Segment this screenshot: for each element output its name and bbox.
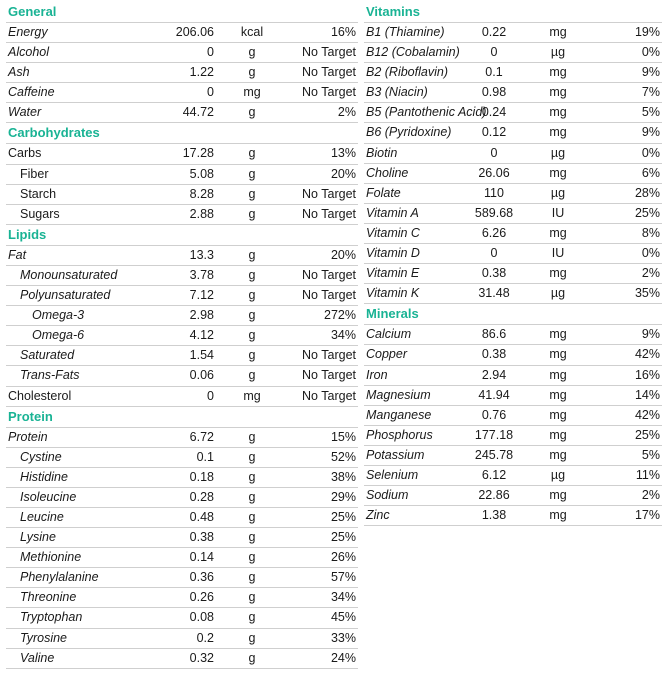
nutrient-name: Fiber <box>20 166 49 181</box>
nutrient-amount: 177.18 <box>474 427 514 442</box>
nutrient-unit: g <box>248 166 256 181</box>
nutrient-amount: 13.3 <box>189 247 214 262</box>
nutrient-name: Phosphorus <box>366 427 433 442</box>
nutrient-row-trans-fats <box>6 366 358 386</box>
nutrient-name: Ash <box>8 65 30 80</box>
nutrient-amount: 6.12 <box>481 467 507 482</box>
nutrient-row-selenium <box>364 466 662 486</box>
nutrient-target: 45% <box>330 610 356 625</box>
nutrient-unit: g <box>248 509 256 524</box>
nutrient-name: Monounsaturated <box>20 267 118 282</box>
nutrient-row-manganese <box>364 406 662 426</box>
nutrient-row-phenylalanine <box>6 568 358 588</box>
nutrient-target: No Target <box>302 267 356 282</box>
nutrient-amount: 4.12 <box>189 328 214 343</box>
nutrient-unit: g <box>248 328 256 343</box>
nutrient-amount: 6.26 <box>481 225 507 240</box>
nutrient-amount: 8.28 <box>189 186 214 201</box>
nutrient-name: Cholesterol <box>8 388 72 403</box>
section-header-vitamins: Vitamins <box>364 2 662 23</box>
nutrient-unit: mg <box>549 85 567 100</box>
nutrient-amount: 2.98 <box>189 308 214 323</box>
nutrient-target: 11% <box>635 467 660 482</box>
nutrient-target: 20% <box>330 166 356 181</box>
nutrient-amount: 0 <box>207 388 214 403</box>
nutrient-row-tryptophan <box>6 608 358 628</box>
nutrient-name: Selenium <box>366 467 419 482</box>
nutrient-target: 19% <box>634 25 660 39</box>
nutrient-name: Calcium <box>366 327 412 342</box>
nutrient-amount: 7.12 <box>189 288 214 303</box>
section-header-general: General <box>6 2 358 23</box>
nutrient-unit: g <box>248 146 256 161</box>
nutrient-row-energy <box>6 23 358 43</box>
nutrient-unit: g <box>248 267 256 282</box>
nutrient-amount: 0.48 <box>189 509 214 524</box>
nutrient-target: 33% <box>330 630 356 645</box>
nutrient-target: 57% <box>330 570 356 585</box>
nutrient-amount: 44.72 <box>182 105 214 120</box>
nutrient-amount: 0.98 <box>481 85 507 100</box>
nutrient-name: Alcohol <box>8 45 49 60</box>
nutrient-target: 20% <box>330 247 356 262</box>
nutrient-name: Sodium <box>366 488 409 503</box>
nutrient-name: Cystine <box>20 449 62 464</box>
nutrient-amount: 0 <box>207 85 214 100</box>
nutrient-target: 35% <box>634 286 660 301</box>
nutrient-unit: g <box>248 550 256 565</box>
nutrient-amount: 0.2 <box>196 630 214 645</box>
nutrient-name: Isoleucine <box>20 489 77 504</box>
nutrient-unit: g <box>248 348 256 363</box>
nutrient-target: No Target <box>302 388 356 403</box>
nutrient-row-protein <box>6 428 358 448</box>
nutrient-target: 34% <box>330 328 356 343</box>
nutrient-name: Energy <box>8 25 48 39</box>
nutrient-amount: 0.18 <box>189 469 214 484</box>
nutrient-amount: 0 <box>490 45 498 60</box>
nutrient-target: 6% <box>641 165 660 180</box>
nutrient-amount: 26.06 <box>478 165 510 180</box>
nutrient-amount: 2.94 <box>481 367 507 382</box>
nutrient-row-biotin <box>364 144 662 164</box>
nutrient-unit: g <box>248 105 256 120</box>
nutrient-name: Zinc <box>366 508 390 523</box>
nutrient-name: B3 (Niacin) <box>366 85 428 100</box>
nutrient-name: Omega-6 <box>32 328 85 343</box>
nutrient-row-tyrosine <box>6 629 358 649</box>
nutrient-row-vitamin-a <box>364 204 662 224</box>
left-nutrient-column <box>6 2 358 669</box>
nutrient-target: 5% <box>641 447 660 462</box>
nutrient-name: Trans-Fats <box>20 368 80 383</box>
nutrient-row-alcohol <box>6 43 358 63</box>
nutrient-unit: g <box>248 650 256 665</box>
nutrient-unit: mg <box>549 488 567 503</box>
nutrient-unit: mg <box>549 347 567 362</box>
nutrient-row-isoleucine <box>6 488 358 508</box>
nutrient-target: 17% <box>634 508 660 523</box>
nutrient-amount: 0.26 <box>189 590 214 605</box>
nutrient-name: Methionine <box>20 550 82 565</box>
nutrient-name: Saturated <box>20 348 75 363</box>
nutrient-amount: 1.38 <box>481 508 507 523</box>
nutrient-amount: 1.22 <box>189 65 214 80</box>
nutrient-unit: µg <box>550 185 566 200</box>
nutrient-name: Lysine <box>20 530 56 545</box>
nutrient-row-b1-thiamine <box>364 23 662 43</box>
nutrient-name: Vitamin C <box>366 225 420 240</box>
nutrient-target: 16% <box>634 367 660 382</box>
nutrient-target: No Target <box>302 186 356 201</box>
nutrient-name: Fat <box>8 247 27 262</box>
nutrient-name: Phenylalanine <box>20 570 99 585</box>
nutrient-name: Magnesium <box>366 387 431 402</box>
nutrient-target: 15% <box>330 429 356 444</box>
nutrient-name: Choline <box>366 165 409 180</box>
nutrient-amount: 0.1 <box>485 65 503 80</box>
nutrient-row-b5-pantothenic-acid <box>364 103 662 123</box>
nutrient-amount: 0.24 <box>481 105 507 120</box>
nutrient-name: B1 (Thiamine) <box>366 25 445 39</box>
nutrient-target: 14% <box>634 387 660 402</box>
nutrient-row-vitamin-e <box>364 264 662 284</box>
nutrient-row-omega-6 <box>6 326 358 346</box>
nutrient-target: 25% <box>330 509 356 524</box>
nutrient-amount: 0.38 <box>481 347 507 362</box>
nutrient-unit: mg <box>549 427 567 442</box>
nutrient-target: 272% <box>324 308 356 323</box>
nutrient-amount: 0.28 <box>189 489 214 504</box>
nutrient-unit: µg <box>550 145 566 160</box>
nutrient-row-omega-3 <box>6 306 358 326</box>
nutrient-target: 13% <box>330 146 356 161</box>
nutrient-target: 2% <box>641 488 660 503</box>
nutrient-target: No Target <box>302 65 356 80</box>
nutrient-row-starch <box>6 185 358 205</box>
nutrient-target: 0% <box>641 145 660 160</box>
nutrient-row-cystine <box>6 448 358 468</box>
nutrient-target: No Target <box>302 348 356 363</box>
nutrient-unit: mg <box>549 367 567 382</box>
nutrient-amount: 0.36 <box>189 570 214 585</box>
nutrient-amount: 0.38 <box>481 266 507 281</box>
nutrient-name: Vitamin A <box>366 205 419 220</box>
nutrient-name: Manganese <box>366 407 432 422</box>
nutrient-amount: 2.88 <box>189 206 214 221</box>
nutrient-amount: 0.06 <box>189 368 214 383</box>
nutrient-name: Carbs <box>8 146 42 161</box>
nutrient-target: 34% <box>330 590 356 605</box>
nutrient-unit: mg <box>549 65 567 80</box>
right-nutrient-column <box>364 2 662 526</box>
nutrient-name: Tryptophan <box>20 610 83 625</box>
nutrient-row-calcium <box>364 325 662 345</box>
nutrient-row-b3-niacin <box>364 83 662 103</box>
nutrient-row-phosphorus <box>364 426 662 446</box>
nutrient-row-methionine <box>6 548 358 568</box>
nutrient-row-lysine <box>6 528 358 548</box>
nutrient-row-fiber <box>6 165 358 185</box>
nutrient-target: 38% <box>330 469 356 484</box>
nutrient-amount: 0.14 <box>189 550 214 565</box>
nutrient-unit: g <box>248 570 256 585</box>
nutrient-unit: g <box>248 429 256 444</box>
nutrient-amount: 0.08 <box>189 610 214 625</box>
nutrient-unit: mg <box>549 327 567 342</box>
section-header-minerals: Minerals <box>364 304 662 325</box>
nutrient-unit: g <box>248 65 256 80</box>
nutrient-name: Water <box>8 105 42 120</box>
nutrient-row-cholesterol <box>6 387 358 407</box>
nutrient-target: 25% <box>634 205 660 220</box>
nutrient-name: Biotin <box>366 145 398 160</box>
nutrient-target: No Target <box>302 85 356 100</box>
nutrient-target: 2% <box>641 266 660 281</box>
section-header-carbohydrates: Carbohydrates <box>6 123 358 144</box>
nutrient-target: 52% <box>330 449 356 464</box>
nutrient-unit: g <box>248 530 256 545</box>
nutrient-row-saturated <box>6 346 358 366</box>
nutrient-amount: 0.1 <box>196 449 214 464</box>
nutrient-row-zinc <box>364 506 662 526</box>
nutrient-target: 25% <box>330 530 356 545</box>
nutrient-row-sugars <box>6 205 358 225</box>
nutrient-unit: mg <box>549 508 567 523</box>
nutrient-target: No Target <box>302 368 356 383</box>
nutrient-row-vitamin-d <box>364 244 662 264</box>
nutrient-amount: 589.68 <box>474 205 514 220</box>
nutrient-target: 0% <box>641 45 660 60</box>
nutrient-amount: 206.06 <box>175 25 214 39</box>
nutrient-name: Caffeine <box>8 85 55 100</box>
nutrient-unit: µg <box>550 467 566 482</box>
nutrient-unit: g <box>248 368 256 383</box>
nutrient-target: No Target <box>302 288 356 303</box>
nutrient-target: No Target <box>302 206 356 221</box>
nutrient-row-caffeine <box>6 83 358 103</box>
nutrient-name: Vitamin E <box>366 266 420 281</box>
nutrient-row-ash <box>6 63 358 83</box>
nutrient-unit: g <box>248 449 256 464</box>
nutrient-row-b2-riboflavin <box>364 63 662 83</box>
nutrient-amount: 86.6 <box>481 327 507 342</box>
nutrient-unit: IU <box>551 246 565 261</box>
nutrient-amount: 0.76 <box>481 407 507 422</box>
nutrient-target: 9% <box>641 125 660 140</box>
nutrient-row-vitamin-c <box>364 224 662 244</box>
nutrient-target: No Target <box>302 45 356 60</box>
nutrient-row-valine <box>6 649 358 669</box>
nutrient-unit: µg <box>550 286 566 301</box>
nutrient-target: 16% <box>330 25 356 39</box>
nutrient-name: Vitamin K <box>366 286 420 301</box>
nutrient-row-histidine <box>6 468 358 488</box>
nutrient-name: B2 (Riboflavin) <box>366 65 448 80</box>
nutrient-name: B6 (Pyridoxine) <box>366 125 452 140</box>
nutrient-target: 42% <box>634 347 660 362</box>
nutrient-amount: 0.12 <box>481 125 507 140</box>
nutrient-amount: 110 <box>484 185 504 200</box>
nutrient-row-iron <box>364 366 662 386</box>
nutrient-name: Histidine <box>20 469 68 484</box>
nutrient-row-magnesium <box>364 386 662 406</box>
nutrient-unit: g <box>248 630 256 645</box>
nutrient-unit: mg <box>549 447 567 462</box>
nutrient-name: Starch <box>20 186 57 201</box>
nutrient-row-copper <box>364 345 662 365</box>
nutrient-row-threonine <box>6 588 358 608</box>
nutrient-unit: µg <box>550 45 566 60</box>
nutrient-amount: 31.48 <box>478 286 510 301</box>
nutrient-unit: g <box>248 489 256 504</box>
nutrient-amount: 6.72 <box>189 429 214 444</box>
nutrient-row-b12-cobalamin <box>364 43 662 63</box>
nutrient-target: 24% <box>330 650 356 665</box>
nutrient-name: Copper <box>366 347 407 362</box>
nutrient-unit: mg <box>549 387 567 402</box>
nutrient-unit: g <box>248 469 256 484</box>
nutrient-target: 42% <box>634 407 660 422</box>
nutrient-row-carbs <box>6 144 358 164</box>
nutrient-unit: g <box>248 45 256 60</box>
nutrient-row-choline <box>364 164 662 184</box>
nutrient-name: Sugars <box>20 206 60 221</box>
nutrient-unit: g <box>248 247 256 262</box>
section-header-lipids: Lipids <box>6 225 358 246</box>
nutrient-target: 9% <box>641 327 660 342</box>
nutrient-target: 29% <box>330 489 356 504</box>
nutrient-name: Valine <box>20 650 55 665</box>
nutrient-unit: mg <box>549 266 567 281</box>
nutrient-row-b6-pyridoxine <box>364 123 662 143</box>
nutrient-amount: 0.22 <box>481 25 507 39</box>
nutrient-name: Tyrosine <box>20 630 68 645</box>
nutrient-name: Protein <box>8 429 48 444</box>
nutrient-amount: 1.54 <box>189 348 214 363</box>
nutrient-name: Leucine <box>20 509 64 524</box>
nutrient-name: Vitamin D <box>366 246 420 261</box>
nutrient-amount: 5.08 <box>189 166 214 181</box>
nutrient-unit: mg <box>549 105 567 120</box>
nutrient-row-polyunsaturated <box>6 286 358 306</box>
nutrient-unit: g <box>248 186 256 201</box>
nutrient-amount: 0.38 <box>189 530 214 545</box>
nutrient-row-fat <box>6 246 358 266</box>
nutrient-amount: 245.78 <box>474 447 514 462</box>
nutrient-name: Polyunsaturated <box>20 288 111 303</box>
nutrient-amount: 0.32 <box>189 650 214 665</box>
nutrient-target: 28% <box>634 185 660 200</box>
nutrient-target: 7% <box>641 85 660 100</box>
nutrient-row-vitamin-k <box>364 284 662 304</box>
nutrient-amount: 22.86 <box>478 488 510 503</box>
nutrient-amount: 0 <box>207 45 214 60</box>
nutrient-row-folate <box>364 184 662 204</box>
nutrient-unit: g <box>248 308 256 323</box>
nutrient-amount: 41.94 <box>478 387 510 402</box>
nutrient-name: Threonine <box>20 590 77 605</box>
nutrient-target: 9% <box>641 65 660 80</box>
nutrient-name: B12 (Cobalamin) <box>366 45 460 60</box>
nutrient-unit: mg <box>549 225 567 240</box>
section-header-protein: Protein <box>6 407 358 428</box>
nutrient-target: 26% <box>330 550 356 565</box>
nutrient-name: Omega-3 <box>32 308 85 323</box>
nutrient-row-leucine <box>6 508 358 528</box>
nutrient-unit: g <box>248 590 256 605</box>
nutrient-unit: mg <box>549 125 567 140</box>
nutrient-target: 25% <box>634 427 660 442</box>
nutrient-amount: 0 <box>490 246 498 261</box>
nutrient-amount: 17.28 <box>182 146 214 161</box>
nutrient-target: 5% <box>641 105 660 120</box>
nutrient-name: Folate <box>366 185 401 200</box>
nutrient-name: Potassium <box>366 447 425 462</box>
nutrient-unit: mg <box>549 407 567 422</box>
nutrient-unit: g <box>248 288 256 303</box>
nutrient-row-monounsaturated <box>6 266 358 286</box>
nutrient-unit: g <box>248 610 256 625</box>
nutrient-target: 8% <box>641 225 660 240</box>
nutrient-row-sodium <box>364 486 662 506</box>
nutrient-row-potassium <box>364 446 662 466</box>
nutrient-unit: mg <box>243 388 261 403</box>
nutrient-unit: IU <box>551 205 565 220</box>
nutrient-unit: mg <box>549 165 567 180</box>
nutrient-unit: g <box>248 206 256 221</box>
nutrient-unit: mg <box>549 25 567 39</box>
nutrient-amount: 3.78 <box>189 267 214 282</box>
nutrient-target: 0% <box>641 246 660 261</box>
nutrient-name: Iron <box>366 367 388 382</box>
nutrient-row-water <box>6 103 358 123</box>
nutrient-unit: mg <box>243 85 261 100</box>
nutrient-unit: kcal <box>240 25 264 39</box>
nutrient-target: 2% <box>337 105 356 120</box>
nutrient-name: B5 (Pantothenic Acid) <box>366 105 487 120</box>
nutrient-amount: 0 <box>490 145 498 160</box>
